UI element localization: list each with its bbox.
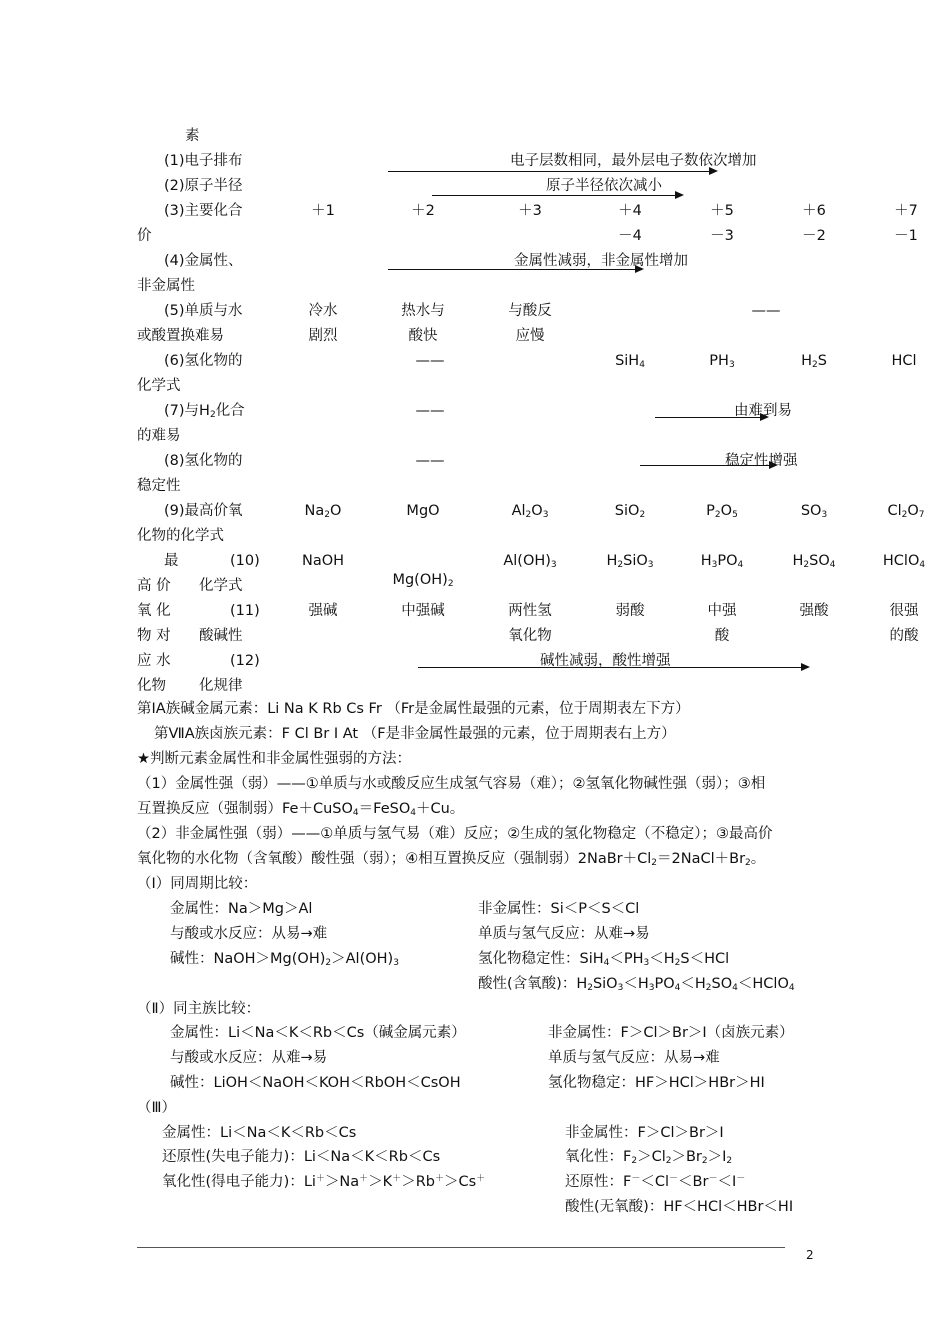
methods-title: ★判断元素金属性和非金属性强弱的方法： xyxy=(137,751,411,767)
method-paragraph: 氧化物的水化物（含氧酸）酸性强（弱）；④相互置换反应（强制弱）$2NaBr+Cl_2=2NaCl+Br_2$。 xyxy=(137,851,766,868)
compare-line: 金属性：Li＜Na＜K＜Rb＜Cs（碱金属元素） xyxy=(170,1025,466,1041)
trend-text: 电子层数相同，最外层电子数依次增加 xyxy=(510,153,757,169)
formula: $Na_2O$ xyxy=(304,503,342,520)
cell: 与酸反 xyxy=(508,303,552,319)
compare-line: 酸性(无氧酸)：HF＜HCl＜HBr＜HI xyxy=(565,1199,794,1215)
trend-text: 碱性减弱，酸性增强 xyxy=(540,653,671,669)
cell: 中强碱 xyxy=(401,603,445,619)
formula: $Al_2O_3$ xyxy=(511,503,549,520)
compare-line: 与酸或水反应：从易→难 xyxy=(170,926,328,942)
valence-value: ＋1 xyxy=(311,203,335,219)
row-label: 化物 xyxy=(137,678,166,694)
formula: HClO$_4$ xyxy=(882,553,926,570)
cell: 氧化物 xyxy=(508,628,552,644)
cell: 弱酸 xyxy=(615,603,645,619)
compare-line: 碱性：$NaOH>Mg(OH)_2>Al(OH)_3$ xyxy=(170,951,399,968)
formula: HCl xyxy=(891,353,917,369)
group-ia-line: 第ⅠA族碱金属元素：Li Na K Rb Cs Fr （Fr是金属性最强的元素，位于周期表左下方） xyxy=(137,701,690,717)
compare-line: 还原性(失电子能力)：Li＜Na＜K＜Rb＜Cs xyxy=(162,1149,441,1165)
cell: —— xyxy=(415,453,445,469)
cell: 应慢 xyxy=(515,328,545,344)
trend-arrow xyxy=(388,171,716,172)
cell: 的酸 xyxy=(889,628,919,644)
row-label: (5)单质与水 xyxy=(164,303,243,319)
section-title: （Ⅰ）同周期比较： xyxy=(137,876,258,892)
valence-value: －4 xyxy=(618,228,642,244)
compare-line: 碱性：LiOH＜NaOH＜KOH＜RbOH＜CsOH xyxy=(170,1075,461,1091)
row-label: 最 xyxy=(164,553,179,569)
group-viia-line: 第ⅦA族卤族元素：F Cl Br I At （F是非金属性最强的元素，位于周期表右上方） xyxy=(154,726,676,742)
valence-value: －3 xyxy=(710,228,734,244)
row-label: 非金属性 xyxy=(137,278,195,294)
method-paragraph: 互置换反应（强制弱）Fe＋CuSO$_4$＝FeSO$_4$＋Cu。 xyxy=(137,801,465,818)
row-label: (8)氢化物的 xyxy=(164,453,243,469)
formula: $H_3PO_4$ xyxy=(700,553,744,570)
trend-text: 金属性减弱，非金属性增加 xyxy=(514,253,688,269)
compare-line: 单质与氢气反应：从易→难 xyxy=(548,1050,720,1066)
row-label: (12) xyxy=(230,653,260,669)
compare-line: 还原性：F－＜Cl－＜Br－＜I－ xyxy=(565,1174,746,1190)
compare-line: 氢化物稳定：HF＞HCl＞HBr＞HI xyxy=(548,1075,765,1091)
row-label: 高 价 xyxy=(137,578,171,594)
method-paragraph: （1）金属性强（弱）——①单质与水或酸反应生成氢气容易（难）；②氢氧化物碱性强（弱）；③相 xyxy=(137,776,766,792)
row-label: (10) xyxy=(230,553,260,569)
row-label: (2)原子半径 xyxy=(164,178,243,194)
row-label: 化学式 xyxy=(199,578,243,594)
row-label: 酸碱性 xyxy=(199,628,243,644)
cell: 冷水 xyxy=(308,303,338,319)
row-label: 物 对 xyxy=(137,628,171,644)
trend-text: 稳定性增强 xyxy=(725,453,798,469)
formula: $PH_3$ xyxy=(709,353,735,370)
cell: —— xyxy=(415,353,445,369)
formula: $Cl_2O_7$ xyxy=(887,503,925,520)
method-paragraph: （2）非金属性强（弱）——①单质与氢气易（难）反应；②生成的氢化物稳定（不稳定）；③最高价 xyxy=(137,826,773,842)
section-title: （Ⅲ） xyxy=(137,1100,176,1116)
row-label: 化学式 xyxy=(137,378,181,394)
table-head-cell: 素 xyxy=(185,128,200,144)
valence-value: －1 xyxy=(894,228,918,244)
footer-divider xyxy=(137,1247,785,1248)
row-label: (3)主要化合 xyxy=(164,203,243,219)
compare-line: 氧化性(得电子能力)：Li＋＞Na＋＞K＋＞Rb＋＞Cs＋ xyxy=(162,1174,486,1190)
section-title: （Ⅱ）同主族比较： xyxy=(137,1001,261,1017)
row-label: (4)金属性、 xyxy=(164,253,243,269)
compare-line: 与酸或水反应：从难→易 xyxy=(170,1050,328,1066)
formula: SiO$_2$ xyxy=(614,503,646,520)
row-label: 价 xyxy=(137,228,152,244)
compare-line: 氧化性：$F_2>Cl_2>Br_2>I_2$ xyxy=(565,1149,733,1166)
valence-value: ＋3 xyxy=(518,203,542,219)
compare-line: 氢化物稳定性：$SiH_4<PH_3<H_2S<HCl$ xyxy=(478,951,730,968)
cell: 强碱 xyxy=(308,603,338,619)
cell: —— xyxy=(751,303,781,319)
formula: MgO xyxy=(406,503,440,519)
valence-value: －2 xyxy=(802,228,826,244)
row-label: (6)氢化物的 xyxy=(164,353,243,369)
compare-line: 非金属性：Si＜P＜S＜Cl xyxy=(478,901,640,917)
row-label: (1)电子排布 xyxy=(164,153,243,169)
formula: SiH$_4$ xyxy=(615,353,645,370)
cell: 很强 xyxy=(889,603,919,619)
valence-value: ＋4 xyxy=(618,203,642,219)
compare-line: 金属性：Li＜Na＜K＜Rb＜Cs xyxy=(162,1125,357,1141)
compare-line: 非金属性：F＞Cl＞Br＞I xyxy=(565,1125,724,1141)
row-label: 或酸置换难易 xyxy=(137,328,224,344)
cell: 剧烈 xyxy=(308,328,338,344)
formula: $H_2S$ xyxy=(801,353,827,370)
row-label: 应 水 xyxy=(137,653,171,669)
cell: 热水与 xyxy=(401,303,445,319)
trend-text: 由难到易 xyxy=(734,403,792,419)
cell: 强酸 xyxy=(799,603,829,619)
valence-value: ＋2 xyxy=(411,203,435,219)
formula: $Al(OH)_3$ xyxy=(503,553,557,570)
formula: NaOH xyxy=(301,553,345,569)
row-label: (7)与$H_2$化合 xyxy=(164,403,245,420)
row-label: 化规律 xyxy=(199,678,243,694)
cell: 酸快 xyxy=(408,328,438,344)
compare-line: 非金属性：F＞Cl＞Br＞I（卤族元素） xyxy=(548,1025,794,1041)
formula: $H_2SO_4$ xyxy=(792,553,836,570)
row-label: 稳定性 xyxy=(137,478,181,494)
formula: $P_2O_5$ xyxy=(706,503,738,520)
formula: $H_2SiO_3$ xyxy=(606,553,654,570)
formula: $SO_3$ xyxy=(800,503,828,520)
cell: 中强 xyxy=(707,603,737,619)
row-label: 的难易 xyxy=(137,428,181,444)
formula: $Mg(OH)_2$ xyxy=(392,572,454,589)
valence-value: ＋5 xyxy=(710,203,734,219)
row-label: (11) xyxy=(230,603,260,619)
row-label: 氧 化 xyxy=(137,603,171,619)
valence-value: ＋7 xyxy=(894,203,918,219)
page-number: 2 xyxy=(806,1248,814,1262)
cell: 两性氢 xyxy=(508,603,552,619)
compare-line: 酸性(含氧酸)：$H_2SiO_3<H_3PO_4<H_2SO_4<HClO_4$ xyxy=(478,976,795,993)
compare-line: 单质与氢气反应：从难→易 xyxy=(478,926,650,942)
valence-value: ＋6 xyxy=(802,203,826,219)
cell: —— xyxy=(415,403,445,419)
cell: 酸 xyxy=(714,628,730,644)
row-label: 化物的化学式 xyxy=(137,528,224,544)
compare-line: 金属性：Na＞Mg＞Al xyxy=(170,901,313,917)
trend-text: 原子半径依次减小 xyxy=(546,178,662,194)
row-label: (9)最高价氧 xyxy=(164,503,243,519)
